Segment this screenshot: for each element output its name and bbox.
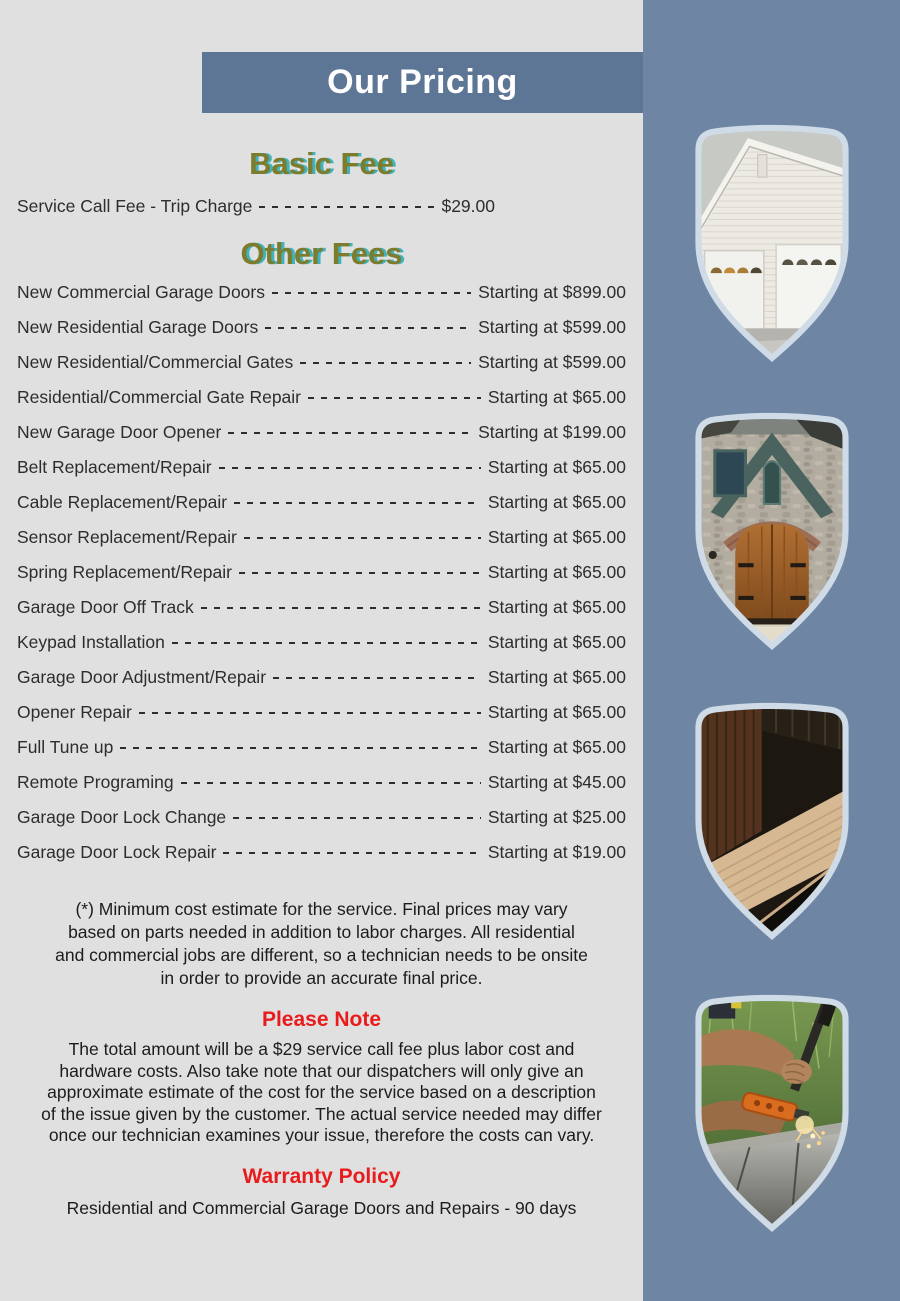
fee-price: Starting at $65.00	[487, 457, 626, 477]
dash-leader	[273, 677, 481, 679]
fee-row	[17, 485, 626, 520]
fee-row	[17, 765, 626, 800]
fee-label: Belt Replacement/Repair	[17, 457, 212, 477]
fee-label: Sensor Replacement/Repair	[17, 527, 237, 547]
dash-leader	[308, 397, 481, 399]
dash-leader	[201, 607, 481, 609]
fee-row	[17, 590, 626, 625]
fee-row	[17, 520, 626, 555]
dash-leader	[239, 572, 481, 574]
fee-label: Residential/Commercial Gate Repair	[17, 387, 301, 407]
dash-leader	[233, 817, 481, 819]
fee-label: Opener Repair	[17, 702, 132, 722]
warranty-policy-text: Residential and Commercial Garage Doors and Repairs - 90 days	[66, 1197, 577, 1218]
fee-label: Garage Door Lock Change	[17, 807, 227, 827]
fee-row	[17, 380, 626, 415]
page-title: Our Pricing	[327, 63, 518, 101]
fee-price: Starting at $65.00	[487, 492, 626, 512]
fee-row	[17, 730, 626, 765]
dash-leader	[300, 362, 471, 364]
fee-label: Garage Door Adjustment/Repair	[17, 667, 267, 687]
dash-leader	[244, 537, 481, 539]
fee-row	[17, 310, 626, 345]
dash-leader	[181, 782, 481, 784]
fee-row	[17, 555, 626, 590]
other-fees-heading: Other Fees	[240, 236, 403, 271]
fee-price: Starting at $65.00	[487, 597, 626, 617]
content-area	[0, 113, 643, 1219]
fee-row	[17, 660, 626, 695]
fee-label: Keypad Installation	[17, 632, 165, 652]
fee-row	[17, 625, 626, 660]
fee-list	[17, 275, 626, 870]
dash-leader	[259, 206, 434, 208]
fee-label: Service Call Fee - Trip Charge	[17, 196, 253, 216]
fee-label: New Residential/Commercial Gates	[17, 352, 294, 372]
basic-fee-row	[17, 196, 495, 217]
fee-label: New Commercial Garage Doors	[17, 282, 265, 302]
basic-fee-heading: Basic Fee	[249, 146, 394, 181]
fee-price: Starting at $65.00	[487, 387, 626, 407]
dash-leader	[223, 852, 480, 854]
technician-welding-photo	[690, 992, 854, 1232]
fee-row	[17, 450, 626, 485]
stone-house-wood-gate-photo	[690, 410, 854, 650]
dash-leader	[219, 467, 481, 469]
fee-price: Starting at $65.00	[487, 667, 626, 687]
fee-row	[17, 275, 626, 310]
dash-leader	[272, 292, 471, 294]
pricing-banner	[202, 52, 643, 113]
fee-row	[17, 345, 626, 380]
fee-price: Starting at $599.00	[478, 352, 626, 372]
dash-leader	[265, 327, 471, 329]
fee-label: Spring Replacement/Repair	[17, 562, 232, 582]
fee-price: Starting at $65.00	[487, 702, 626, 722]
modern-wood-garage-photo	[690, 700, 854, 940]
fee-row	[17, 695, 626, 730]
fee-price: Starting at $599.00	[478, 317, 626, 337]
fee-row	[17, 415, 626, 450]
fee-price: Starting at $199.00	[478, 422, 626, 442]
fee-label: Full Tune up	[17, 737, 114, 757]
fee-price: Starting at $45.00	[487, 772, 626, 792]
fee-price: $29.00	[441, 196, 495, 216]
dash-leader	[139, 712, 481, 714]
fee-price: Starting at $25.00	[487, 807, 626, 827]
disclaimer-text: (*) Minimum cost estimate for the service. Final prices may vary based on parts needed in addition to labor charges. All residential and commercial jobs are different, so a technician needs to be onsite in order to provide an accurate final price.	[55, 899, 588, 988]
fee-label: Cable Replacement/Repair	[17, 492, 228, 512]
fee-price: Starting at $65.00	[487, 632, 626, 652]
fee-price: Starting at $19.00	[487, 842, 626, 862]
dash-leader	[120, 747, 481, 749]
fee-row	[17, 800, 626, 835]
fee-label: Garage Door Off Track	[17, 597, 194, 617]
fee-price: Starting at $899.00	[478, 282, 626, 302]
dash-leader	[234, 502, 481, 504]
dash-leader	[172, 642, 481, 644]
fee-price: Starting at $65.00	[487, 737, 626, 757]
fee-label: New Residential Garage Doors	[17, 317, 259, 337]
warranty-policy-heading: Warranty Policy	[242, 1164, 401, 1188]
sidebar	[643, 0, 900, 1301]
fee-label: Garage Door Lock Repair	[17, 842, 217, 862]
please-note-text: The total amount will be a $29 service call fee plus labor cost and hardware costs. Also take note that our dispatchers will only give an approximate estimate of the cost for the service based on a description of the issue given by the customer. The actual service needed may differ once our technician examines your issue, therefore the costs can vary.	[41, 1039, 602, 1145]
please-note-heading: Please Note	[261, 1008, 382, 1031]
fee-row	[17, 835, 626, 870]
dash-leader	[228, 432, 471, 434]
fee-price: Starting at $65.00	[487, 527, 626, 547]
fee-label: Remote Programing	[17, 772, 174, 792]
fee-label: New Garage Door Opener	[17, 422, 222, 442]
fee-price: Starting at $65.00	[487, 562, 626, 582]
white-double-garage-photo	[690, 122, 854, 362]
